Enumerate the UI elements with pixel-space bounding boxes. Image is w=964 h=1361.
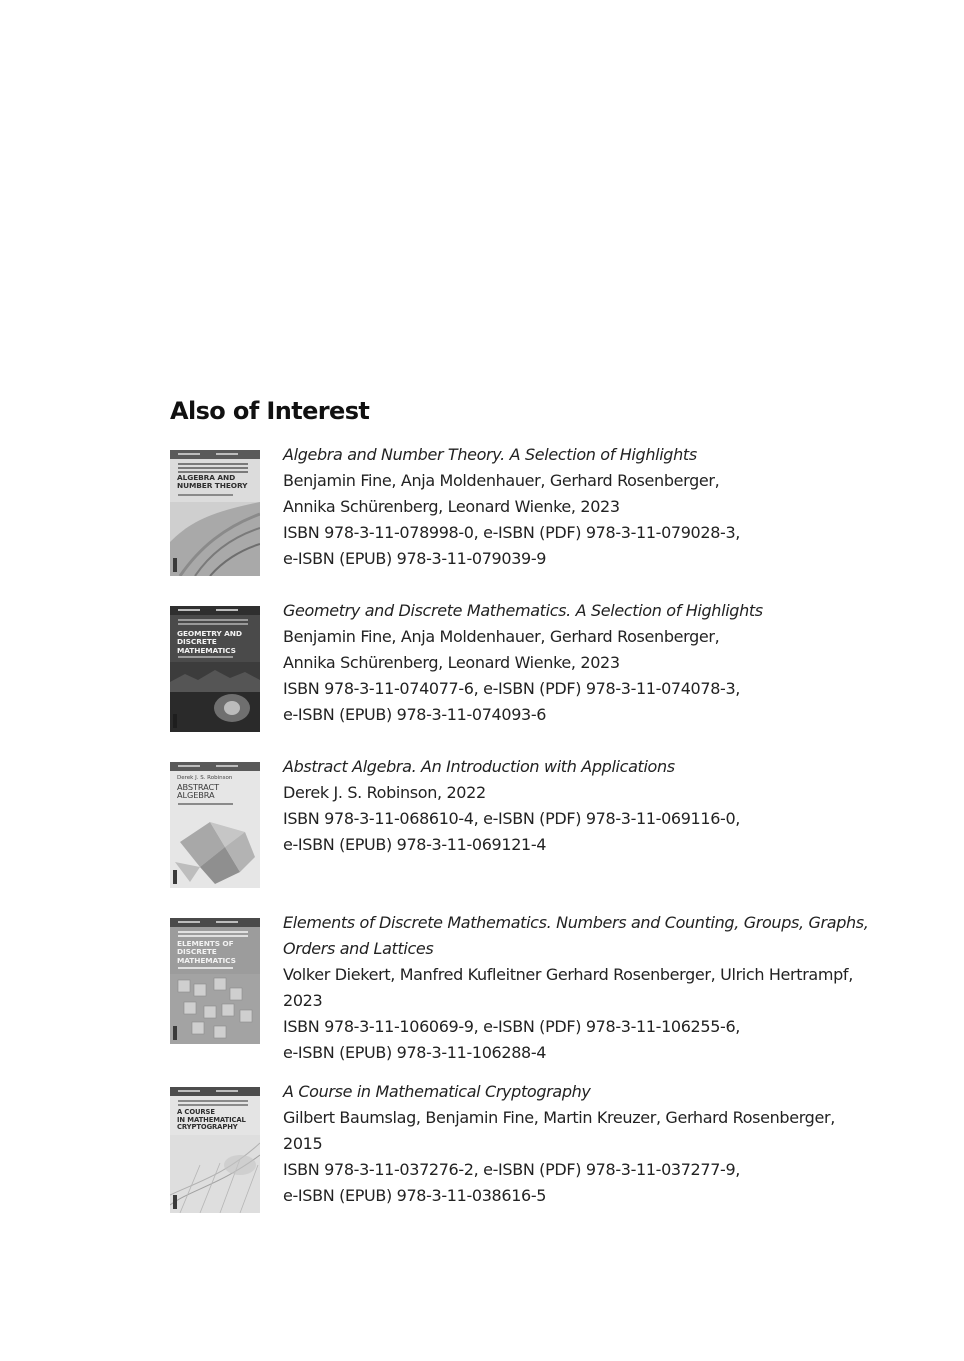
- cover-title: ALGEBRA AND NUMBER THEORY: [177, 473, 248, 491]
- book-isbn: ISBN 978-3-11-074077-6, e-ISBN (PDF) 978-3-11-074078-3,: [283, 679, 741, 698]
- book-cover: [170, 918, 260, 1044]
- book-authors: Volker Diekert, Manfred Kufleitner Gerhard Rosenberger, Ulrich Hertrampf,: [283, 965, 853, 984]
- book-title: A Course in Mathematical Cryptography: [283, 1082, 591, 1101]
- book-cover: [170, 1087, 260, 1213]
- book-authors: Gilbert Baumslag, Benjamin Fine, Martin Kreuzer, Gerhard Rosenberger,: [283, 1108, 835, 1127]
- book-title: Geometry and Discrete Mathematics. A Selection of Highlights: [283, 601, 763, 620]
- book-authors: Benjamin Fine, Anja Moldenhauer, Gerhard Rosenberger,: [283, 627, 720, 646]
- book-eisbn: e-ISBN (EPUB) 978-3-11-074093-6: [283, 705, 547, 724]
- book-isbn: ISBN 978-3-11-068610-4, e-ISBN (PDF) 978-3-11-069116-0,: [283, 809, 741, 828]
- cover-art-polygons: [170, 812, 260, 888]
- book-authors-cont: 2023: [283, 991, 323, 1010]
- cover-title: ABSTRACT ALGEBRA: [177, 782, 220, 801]
- book-title-cont: Orders and Lattices: [283, 939, 434, 958]
- book-title: Algebra and Number Theory. A Selection of Highlights: [283, 445, 697, 464]
- book-isbn: ISBN 978-3-11-037276-2, e-ISBN (PDF) 978-3-11-037277-9,: [283, 1160, 741, 1179]
- book-isbn: ISBN 978-3-11-106069-9, e-ISBN (PDF) 978-3-11-106255-6,: [283, 1017, 741, 1036]
- book-cover: [170, 606, 260, 732]
- book-authors-cont: Annika Schürenberg, Leonard Wienke, 2023: [283, 497, 620, 516]
- book-authors: Benjamin Fine, Anja Moldenhauer, Gerhard Rosenberger,: [283, 471, 720, 490]
- cover-art-grid: [170, 1135, 260, 1213]
- book-cover: [170, 450, 260, 576]
- book-cover: [170, 762, 260, 888]
- book-title: Abstract Algebra. An Introduction with Applications: [283, 757, 675, 776]
- book-eisbn: e-ISBN (EPUB) 978-3-11-038616-5: [283, 1186, 547, 1205]
- book-title: Elements of Discrete Mathematics. Numbers and Counting, Groups, Graphs,: [283, 913, 869, 932]
- book-eisbn: e-ISBN (EPUB) 978-3-11-079039-9: [283, 549, 547, 568]
- book-authors-cont: 2015: [283, 1134, 323, 1153]
- cover-art-wave: [170, 502, 260, 576]
- book-authors-cont: Annika Schürenberg, Leonard Wienke, 2023: [283, 653, 620, 672]
- cover-title: ELEMENTS OF DISCRETE MATHEMATICS: [177, 939, 236, 965]
- book-authors: Derek J. S. Robinson, 2022: [283, 783, 486, 802]
- cover-art-puzzle: [170, 974, 260, 1044]
- book-isbn: ISBN 978-3-11-078998-0, e-ISBN (PDF) 978-3-11-079028-3,: [283, 523, 741, 542]
- cover-title: GEOMETRY AND DISCRETE MATHEMATICS: [177, 629, 242, 655]
- page-heading: Also of Interest: [170, 397, 370, 425]
- cover-author: Derek J. S. Robinson: [177, 775, 233, 781]
- cover-art-landscape: [170, 662, 260, 732]
- book-eisbn: e-ISBN (EPUB) 978-3-11-106288-4: [283, 1043, 547, 1062]
- cover-title: A COURSE IN MATHEMATICAL CRYPTOGRAPHY: [177, 1108, 246, 1132]
- book-eisbn: e-ISBN (EPUB) 978-3-11-069121-4: [283, 835, 547, 854]
